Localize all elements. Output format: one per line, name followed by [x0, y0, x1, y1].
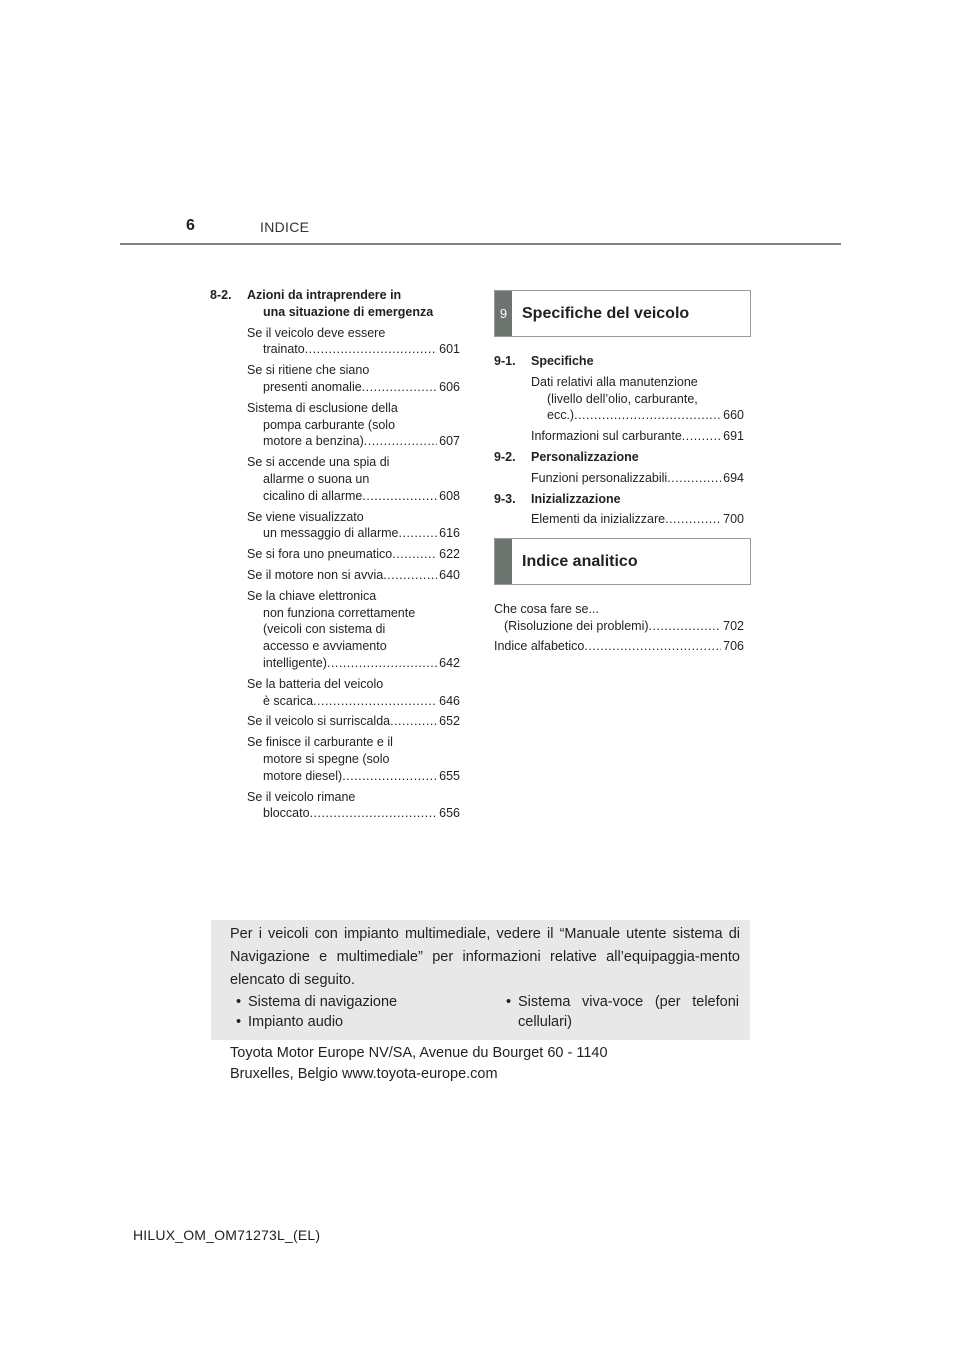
- page-ref: 616: [439, 526, 460, 541]
- page-ref: 622: [439, 547, 460, 562]
- chapter-title: Specifiche del veicolo: [522, 304, 690, 322]
- toc-entry: Dati relativi alla manutenzione (livello dell’olio, carburante, ecc.) ..... 660: [531, 374, 744, 424]
- page-ref: 607: [439, 434, 460, 449]
- toc-entry: Che cosa fare se... (Risoluzione dei problemi) ..... 702: [494, 601, 744, 635]
- bullet-icon: •: [236, 1014, 242, 1030]
- page-ref: 660: [723, 408, 744, 423]
- list-item: • Sistema di navigazione: [236, 994, 398, 1010]
- page-ref: 640: [439, 567, 460, 582]
- section-header: INDICE: [260, 219, 310, 235]
- toc-entry: Se si accende una spia di allarme o suona un cicalino di allarme ..... 608: [247, 454, 460, 504]
- toc-entry: Se la chiave elettronica non funziona correttamente (veicoli con sistema di accesso e avviamento intelligente) ..... 642: [247, 588, 460, 672]
- toc-entry: Se il veicolo rimane bloccato ..... 656: [247, 789, 460, 823]
- toc-entry: Se finisce il carburante e il motore si spegne (solo motore diesel) ..... 655: [247, 734, 460, 784]
- header-rule: [120, 243, 841, 245]
- page-ref: 608: [439, 488, 460, 503]
- toc-entry: Informazioni sul carburante ..... 691: [531, 428, 744, 445]
- toc-left-column: [210, 287, 460, 822]
- info-box: [211, 920, 750, 1040]
- page-ref: 656: [439, 806, 460, 821]
- page-ref: 642: [439, 655, 460, 670]
- list-item: • Impianto audio: [236, 1014, 344, 1030]
- toc-entry: Se il veicolo si surriscalda ..... 652: [247, 713, 460, 730]
- toc-section-title: Azioni da intraprendere in una situazione di emergenza: [247, 288, 434, 319]
- bullet-icon: •: [236, 994, 242, 1010]
- publisher-address: Toyota Motor Europe NV/SA, Avenue du Bourget 60 - 1140 Bruxelles, Belgio www.toyota-europe.com: [230, 1045, 608, 1082]
- toc-section-heading: 9-2. Personalizzazione: [494, 449, 639, 464]
- page-ref: 700: [723, 512, 744, 527]
- toc-entry: Se si fora uno pneumatico ..... 622: [247, 546, 460, 563]
- toc-entry: Se viene visualizzato un messaggio di allarme ..... 616: [247, 509, 460, 543]
- bullet-icon: •: [506, 994, 512, 1010]
- document-code: HILUX_OM_OM71273L_(EL): [133, 1227, 321, 1243]
- toc-section-heading: 9-3. Inizializzazione: [494, 491, 621, 506]
- page-ref: 606: [439, 379, 460, 394]
- toc-section: [494, 491, 744, 529]
- toc-entry-list: [210, 325, 460, 823]
- index-entries: [494, 601, 744, 657]
- page-ref: 646: [439, 693, 460, 708]
- toc-entry: Elementi da inizializzare ..... 700: [531, 511, 744, 528]
- toc-entry: Indice alfabetico ..... 706: [494, 638, 744, 655]
- page-ref: 601: [439, 342, 460, 357]
- chapter-9-box: [494, 290, 751, 337]
- page-ref: 652: [439, 714, 460, 729]
- page-ref: 694: [723, 470, 744, 485]
- toc-section-heading: [210, 287, 460, 321]
- bullet-list-left: [236, 992, 476, 1032]
- list-item: • Sistema viva-voce (per telefoni cellulari): [506, 994, 739, 1030]
- toc-right-column: [494, 353, 744, 528]
- bullet-list-right: [506, 992, 739, 1032]
- chapter-title: Indice analitico: [522, 552, 638, 570]
- toc-entry: Se la batteria del veicolo è scarica ..... 646: [247, 676, 460, 710]
- chapter-tab: [495, 539, 512, 584]
- chapter-tab: 9: [495, 291, 512, 336]
- toc-section-heading: 9-1. Specifiche: [494, 354, 594, 368]
- toc-entry: Se il veicolo deve essere trainato ..... 601: [247, 325, 460, 359]
- page-ref: 691: [723, 429, 744, 444]
- toc-section: [494, 449, 744, 487]
- page-ref: 655: [439, 768, 460, 783]
- toc-entry: Funzioni personalizzabili ..... 694: [531, 470, 744, 487]
- toc-entry: Se il motore non si avvia ..... 640: [247, 567, 460, 584]
- page-number: 6: [186, 217, 195, 234]
- index-chapter-box: [494, 538, 751, 585]
- toc-entry: Sistema di esclusione della pompa carburante (solo motore a benzina) ..... 607: [247, 400, 460, 450]
- toc-entry: Se si ritiene che siano presenti anomalie ..... 606: [247, 362, 460, 396]
- toc-section-number: 8-2.: [210, 288, 232, 302]
- info-paragraph: Per i veicoli con impianto multimediale, vedere il “Manuale utente sistema di Navigazione e multimediale” per informazioni relative all’equipaggia-mento elencato di seguito.: [230, 926, 740, 988]
- toc-section: [494, 353, 744, 445]
